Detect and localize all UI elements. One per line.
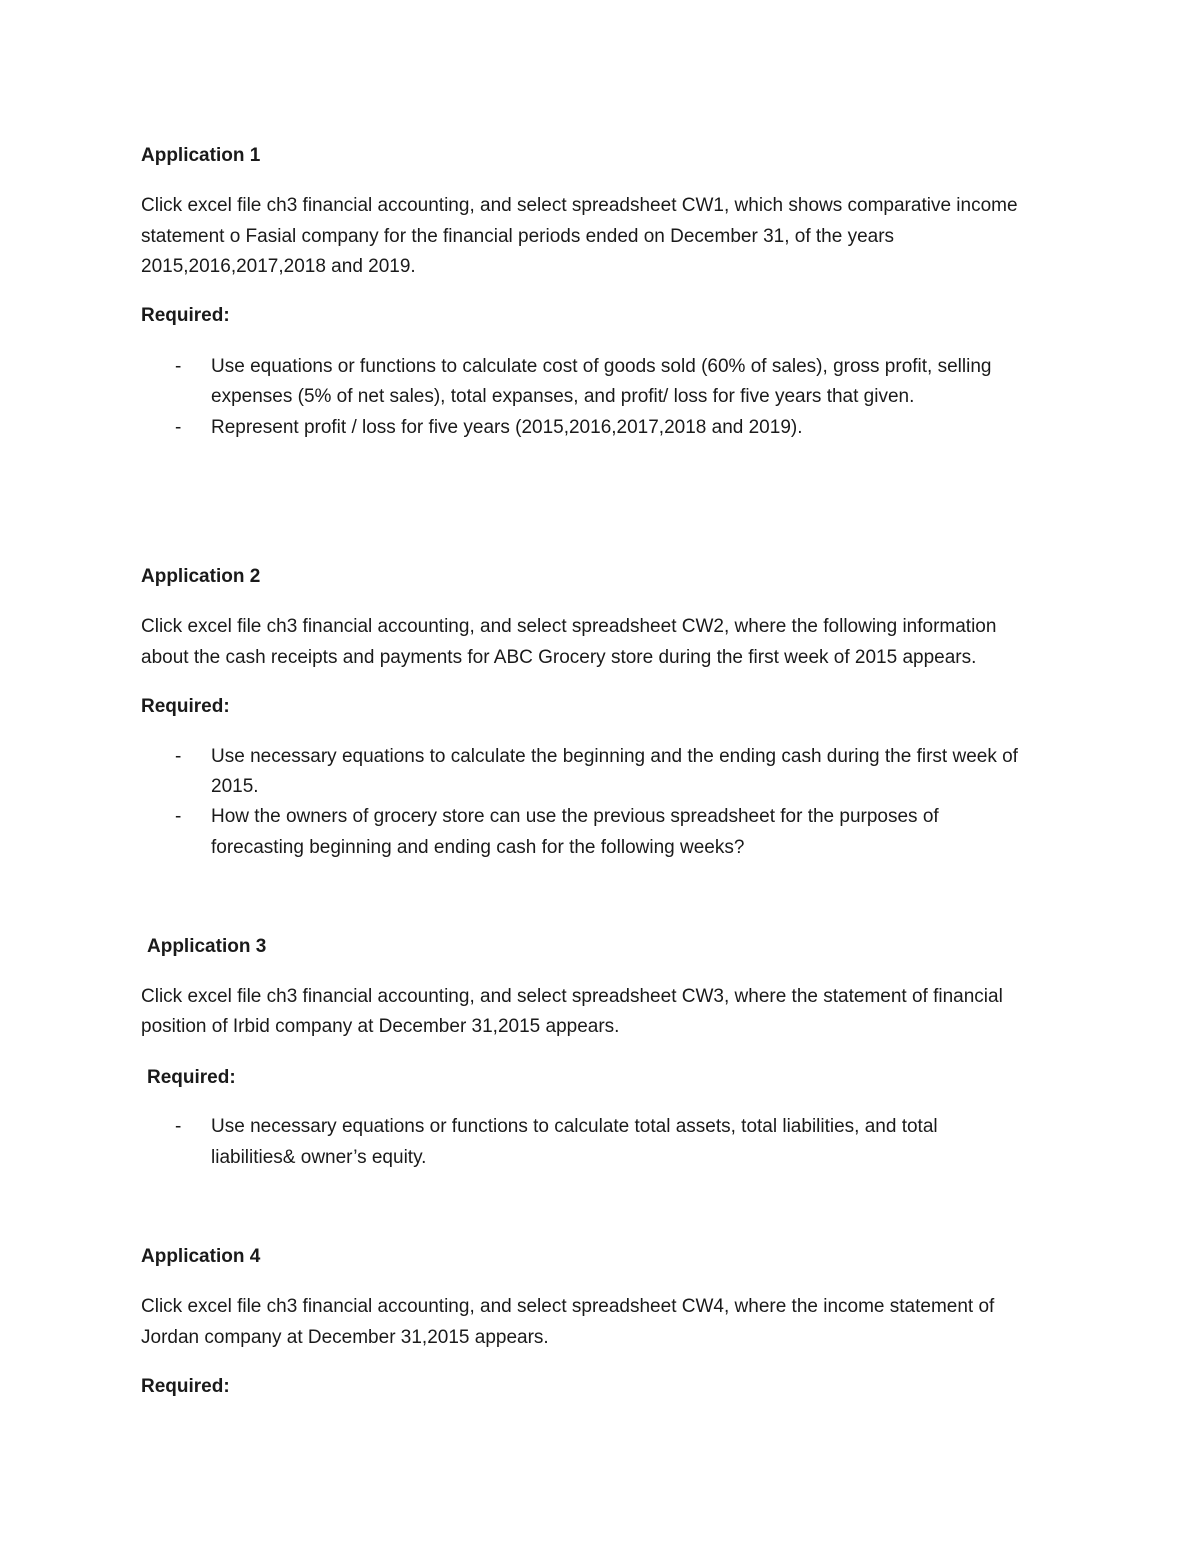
app4-required: Required: bbox=[141, 1376, 230, 1397]
app2-bullet-1-line-1: Use necessary equations to calculate the beginning and the ending cash during the first week of bbox=[211, 746, 1018, 767]
app2-heading: Application 2 bbox=[141, 566, 261, 587]
app1-para-line-2: statement o Fasial company for the financial periods ended on December 31, of the years bbox=[141, 226, 895, 247]
app1-para-line-3: 2015,2016,2017,2018 and 2019. bbox=[141, 256, 416, 277]
app4-para-line-2: Jordan company at December 31,2015 appears. bbox=[141, 1327, 549, 1348]
app3-required: Required: bbox=[147, 1067, 236, 1088]
app1-bullet-2-line-1: Represent profit / loss for five years (2015,2016,2017,2018 and 2019). bbox=[211, 417, 803, 438]
app3-bullet-1-dash: - bbox=[175, 1116, 182, 1137]
app1-bullet-2-dash: - bbox=[175, 417, 182, 438]
app1-bullet-1-dash: - bbox=[175, 356, 182, 377]
app2-para-line-2: about the cash receipts and payments for ABC Grocery store during the first week of 2015 appears. bbox=[141, 647, 977, 668]
app1-bullet-1-line-1: Use equations or functions to calculate cost of goods sold (60% of sales), gross profit, selling bbox=[211, 356, 992, 377]
app3-heading: Application 3 bbox=[147, 936, 267, 957]
app2-para-line-1: Click excel file ch3 financial accounting, and select spreadsheet CW2, where the following information bbox=[141, 616, 997, 637]
app2-bullet-2-line-2: forecasting beginning and ending cash for the following weeks? bbox=[211, 837, 745, 858]
app1-heading: Application 1 bbox=[141, 145, 261, 166]
app3-para-line-2: position of Irbid company at December 31,2015 appears. bbox=[141, 1016, 620, 1037]
app1-bullet-1-line-2: expenses (5% of net sales), total expanses, and profit/ loss for five years that given. bbox=[211, 386, 915, 407]
app1-required: Required: bbox=[141, 305, 230, 326]
app2-bullet-1-dash: - bbox=[175, 746, 182, 767]
app2-bullet-2-dash: - bbox=[175, 806, 182, 827]
app1-para-line-1: Click excel file ch3 financial accounting, and select spreadsheet CW1, which shows comparative income bbox=[141, 195, 1018, 216]
app3-bullet-1-line-2: liabilities& owner’s equity. bbox=[211, 1147, 427, 1168]
app2-bullet-1-line-2: 2015. bbox=[211, 776, 259, 797]
app3-para-line-1: Click excel file ch3 financial accounting, and select spreadsheet CW3, where the statement of financial bbox=[141, 986, 1003, 1007]
app2-required: Required: bbox=[141, 696, 230, 717]
app4-heading: Application 4 bbox=[141, 1246, 261, 1267]
app4-para-line-1: Click excel file ch3 financial accounting, and select spreadsheet CW4, where the income statement of bbox=[141, 1296, 995, 1317]
app2-bullet-2-line-1: How the owners of grocery store can use the previous spreadsheet for the purposes of bbox=[211, 806, 939, 827]
app3-bullet-1-line-1: Use necessary equations or functions to calculate total assets, total liabilities, and total bbox=[211, 1116, 938, 1137]
